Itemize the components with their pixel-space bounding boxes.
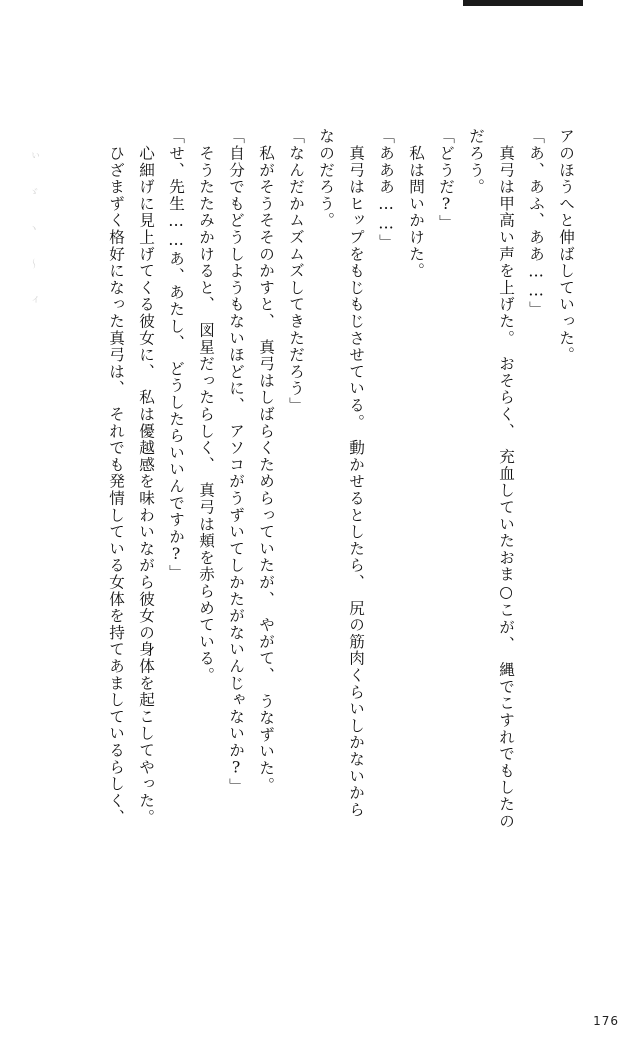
text-column: 「せ、先生……あ、あたし、 どうしたらいいんですか?」 (167, 128, 185, 581)
text-column: ひざまずく格好になった真弓は、 それでも発情している女体を持てあましているらしく、 (107, 128, 125, 826)
margin-scribble-mark: ぃ ゞ ヽ ～ ィ (27, 150, 40, 311)
text-column: 私は問いかけた。 (407, 128, 425, 280)
text-column: 真弓はヒップをもじもじさせている。 動かせるとしたら、 尻の筋肉くらいしかないから (347, 128, 365, 818)
text-column: アのほうへと伸ばしていった。 (557, 128, 575, 364)
top-trim-bar (463, 0, 583, 6)
text-column: だろう。 (467, 128, 485, 196)
page-number: 176 (593, 1014, 619, 1028)
page-text-body (60, 128, 581, 988)
text-column: 私がそうそそのかすと、 真弓はしばらくためらっていたが、 やがて、 うなずいた。 (257, 128, 275, 794)
text-column: 真弓は甲高い声を上げた。 おそらく、 充血していたおま○こが、 縄でこすれでもしたの (497, 128, 515, 830)
text-column: 「自分でもどうしようもないほどに、 アソコがうずいてしかたがないんじゃないか?」 (227, 128, 245, 795)
text-column: 「なんだかムズムズしてきただろう」 (287, 128, 305, 414)
text-column: 「あ、あふ、ああ……」 (527, 128, 545, 318)
text-column: そうたたみかけると、 図星だったらしく、 真弓は頬を赤らめている。 (197, 128, 215, 684)
text-column: 心細げに見上げてくる彼女に、 私は優越感を味わいながら彼女の身体を起こしてやった。 (137, 128, 155, 826)
text-column: 「どうだ?」 (437, 128, 455, 232)
text-column: 「あああ……」 (377, 128, 395, 251)
text-column: なのだろう。 (317, 128, 335, 229)
